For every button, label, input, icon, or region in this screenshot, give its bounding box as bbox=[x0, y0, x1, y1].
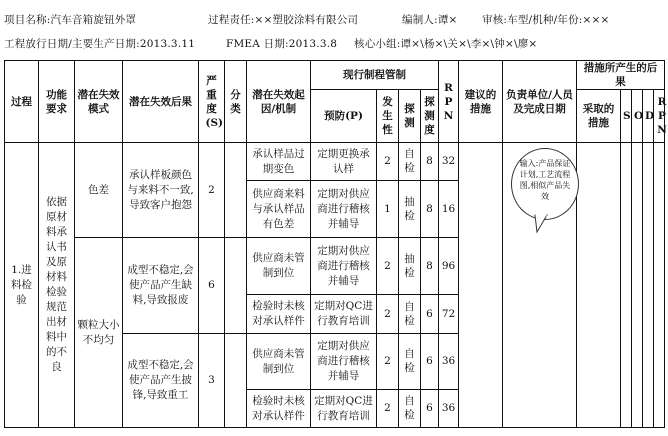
occurrence-cell: 2 bbox=[377, 143, 399, 181]
input-callout: 输入:产品保证计划,工艺流程图,相似产品失效 bbox=[511, 148, 579, 220]
approval: 审核:车型/机种/年份:××× bbox=[482, 14, 610, 26]
prevention-cell: 定期对供应商进行稽核并辅导 bbox=[311, 238, 377, 295]
detection-cell: 6 bbox=[421, 390, 439, 428]
o-cell bbox=[632, 143, 643, 428]
severity-cell: 3 bbox=[199, 334, 225, 428]
col-d: D bbox=[643, 90, 654, 143]
col-recommended-action: 建议的措施 bbox=[459, 61, 503, 143]
rpn-cell: 36 bbox=[439, 390, 459, 428]
rpn2-cell bbox=[654, 143, 665, 428]
detect-method-cell: 自检 bbox=[399, 334, 421, 390]
release-date: 工程放行日期/主要生产日期:2013.3.11 bbox=[4, 38, 196, 50]
rpn-cell: 96 bbox=[439, 238, 459, 295]
cause-cell: 供应商来料与承认样品有色差 bbox=[247, 181, 311, 238]
prevention-cell: 定期对供应商进行稽核并辅导 bbox=[311, 181, 377, 238]
prevention-cell: 定期对供应商进行稽核并辅导 bbox=[311, 334, 377, 390]
actions-taken-cell bbox=[577, 143, 621, 428]
col-rpn: RPN bbox=[439, 61, 459, 143]
col-s: S bbox=[621, 90, 632, 143]
cause-cell: 承认样品过期变色 bbox=[247, 143, 311, 181]
occurrence-cell: 1 bbox=[377, 181, 399, 238]
classification-cell bbox=[225, 334, 247, 428]
col-failure-effect: 潜在失效后果 bbox=[123, 61, 199, 143]
function-cell: 依据原材料承认书及原材料检验规范出材料中的不良 bbox=[39, 143, 75, 428]
prepared-by: 编制人:谭× bbox=[402, 14, 458, 26]
project-name: 项目名称:汽车音箱旋钮外罩 bbox=[4, 14, 137, 26]
detect-method-cell: 自检 bbox=[399, 390, 421, 428]
core-team: 核心小组:谭×\杨×\关×\李×\钟×\廖× bbox=[354, 38, 538, 50]
col-process: 过程 bbox=[5, 61, 39, 143]
occurrence-cell: 2 bbox=[377, 295, 399, 334]
detection-cell: 6 bbox=[421, 334, 439, 390]
process-owner: 过程责任:××塑胶涂料有限公司 bbox=[208, 14, 359, 26]
detection-cell: 6 bbox=[421, 295, 439, 334]
col-action-results: 措施所产生的后果 bbox=[577, 61, 665, 90]
classification-cell bbox=[225, 143, 247, 238]
severity-cell: 6 bbox=[199, 238, 225, 334]
failure-mode-cell: 颗粒大小不均匀 bbox=[75, 238, 123, 428]
fmea-date: FMEA 日期:2013.3.8 bbox=[226, 38, 338, 50]
occurrence-cell: 2 bbox=[377, 334, 399, 390]
failure-effect-cell: 承认样板颜色与来料不一致,导致客户抱怨 bbox=[123, 143, 199, 238]
col-detection-method: 探测 bbox=[399, 90, 421, 143]
col-o: O bbox=[632, 90, 643, 143]
failure-effect-cell: 成型不稳定,会使产品产生披锋,导致重工 bbox=[123, 334, 199, 428]
detect-method-cell: 自检 bbox=[399, 295, 421, 334]
rpn-cell: 72 bbox=[439, 295, 459, 334]
cause-cell: 检验时未核对承认样件 bbox=[247, 295, 311, 334]
detect-method-cell: 抽检 bbox=[399, 181, 421, 238]
rpn-cell: 36 bbox=[439, 334, 459, 390]
failure-effect-cell: 成型不稳定,会使产品产生缺料,导致报废 bbox=[123, 238, 199, 334]
col-rpn2: RPN bbox=[654, 90, 665, 143]
fmea-table bbox=[4, 60, 665, 428]
detect-method-cell: 抽检 bbox=[399, 238, 421, 295]
process-cell: 1.进料检验 bbox=[5, 143, 39, 428]
cause-cell: 供应商未管制到位 bbox=[247, 238, 311, 295]
detect-method-cell: 自检 bbox=[399, 143, 421, 181]
detection-cell: 8 bbox=[421, 238, 439, 295]
callout-tail-icon bbox=[534, 215, 548, 233]
col-occurrence: 发生性 bbox=[377, 90, 399, 143]
s-cell bbox=[621, 143, 632, 428]
classification-cell bbox=[225, 238, 247, 334]
col-function: 功能要求 bbox=[39, 61, 75, 143]
failure-mode-cell: 色差 bbox=[75, 143, 123, 238]
prevention-cell: 定期对QC进行教育培训 bbox=[311, 295, 377, 334]
prevention-cell: 定期更换承认样 bbox=[311, 143, 377, 181]
col-current-controls: 现行制程管制 bbox=[311, 61, 439, 90]
d-cell bbox=[643, 143, 654, 428]
col-cause: 潜在失效起因/机制 bbox=[247, 61, 311, 143]
col-actions-taken: 采取的措施 bbox=[577, 90, 621, 143]
detection-cell: 8 bbox=[421, 181, 439, 238]
col-severity: 严重度(S) bbox=[199, 61, 225, 143]
col-classification: 分类 bbox=[225, 61, 247, 143]
severity-cell: 2 bbox=[199, 143, 225, 238]
rpn-cell: 32 bbox=[439, 143, 459, 181]
detection-cell: 8 bbox=[421, 143, 439, 181]
rpn-cell: 16 bbox=[439, 181, 459, 238]
recommended-action-cell bbox=[459, 143, 503, 428]
cause-cell: 检验时未核对承认样件 bbox=[247, 390, 311, 428]
prevention-cell: 定期对QC进行教育培训 bbox=[311, 390, 377, 428]
occurrence-cell: 2 bbox=[377, 238, 399, 295]
col-detection: 探测度 bbox=[421, 90, 439, 143]
cause-cell: 供应商未管制到位 bbox=[247, 334, 311, 390]
col-failure-mode: 潜在失效模式 bbox=[75, 61, 123, 143]
col-responsibility: 负责单位/人员及完成日期 bbox=[503, 61, 577, 143]
occurrence-cell: 2 bbox=[377, 390, 399, 428]
col-prevention: 预防(P) bbox=[311, 90, 377, 143]
